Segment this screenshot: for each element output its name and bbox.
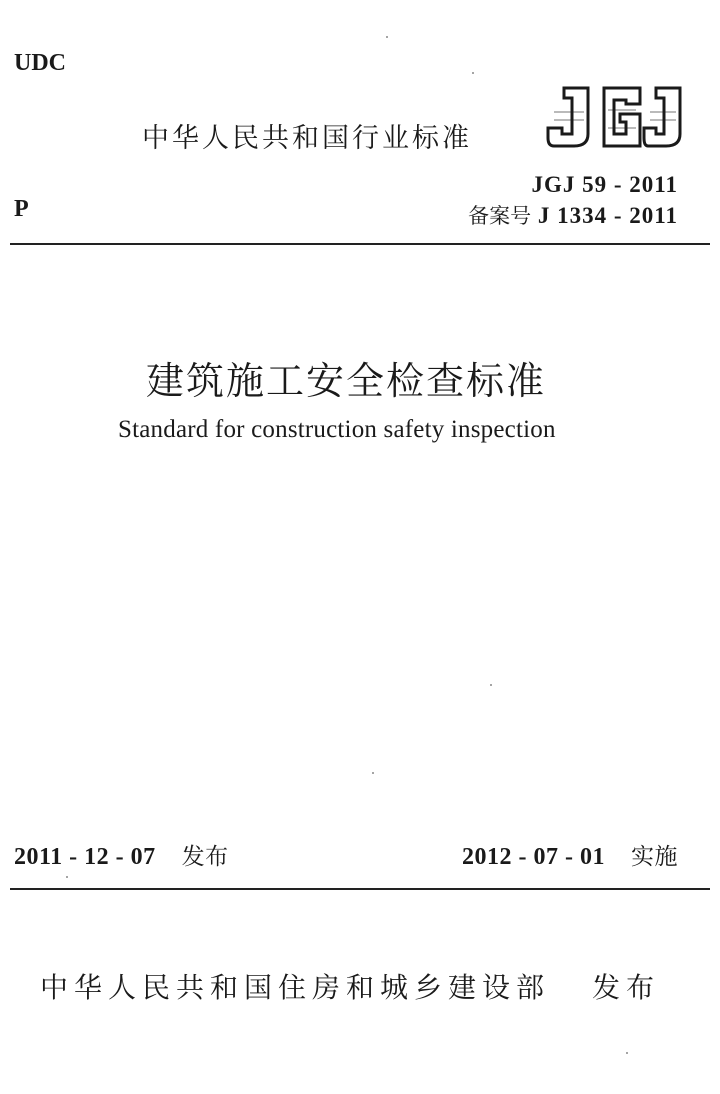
publish-label: 发布 [592, 971, 661, 1004]
scan-speck [472, 72, 474, 74]
scan-speck [490, 684, 492, 686]
implement-date-line [462, 838, 678, 871]
scan-speck [372, 772, 374, 774]
industry-standard-label: 中华人民共和国行业标准 [142, 123, 472, 154]
title-chinese: 建筑施工安全检查标准 [146, 359, 547, 403]
ministry-name: 中华人民共和国住房和城乡建设部 [40, 971, 551, 1004]
bottom-divider [10, 888, 710, 890]
jgj-logo [544, 82, 684, 152]
top-divider [10, 243, 710, 245]
record-label: 备案号 [468, 204, 532, 228]
issue-date-line [14, 838, 229, 871]
scan-speck [66, 876, 68, 878]
issue-date: 2011 - 12 - 07 [14, 844, 156, 870]
title-english: Standard for construction safety inspection [118, 416, 556, 443]
scan-speck [626, 1052, 628, 1054]
udc-label: UDC [14, 50, 66, 76]
implement-date: 2012 - 07 - 01 [462, 844, 605, 870]
record-number: J 1334 - 2011 [537, 203, 678, 228]
issue-label: 发布 [181, 844, 229, 870]
record-number-line [468, 200, 678, 230]
implement-label: 实施 [631, 844, 678, 870]
scan-speck [386, 36, 388, 38]
standard-code: JGJ 59 - 2011 [531, 172, 678, 197]
p-class-label: P [14, 196, 29, 222]
